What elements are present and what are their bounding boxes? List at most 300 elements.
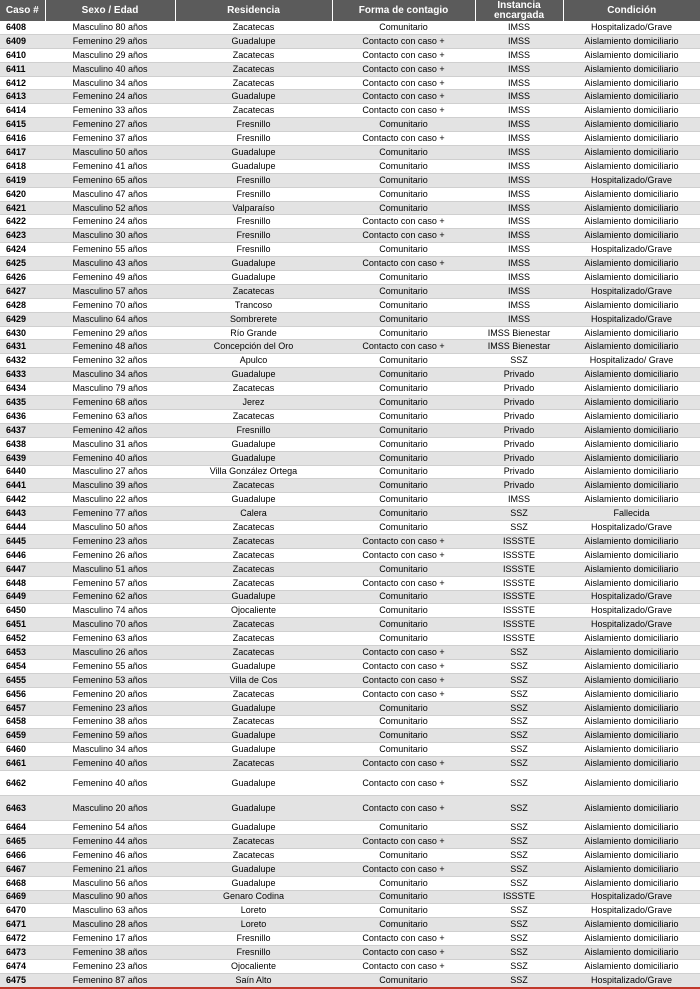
contagion-cell: Comunitario bbox=[332, 715, 475, 729]
institution-cell: IMSS Bienestar bbox=[475, 340, 563, 354]
case-cell: 6421 bbox=[0, 201, 45, 215]
case-cell: 6408 bbox=[0, 21, 45, 34]
header-institution: Instancia encargada bbox=[475, 0, 563, 21]
condition-cell: Hospitalizado/Grave bbox=[563, 173, 700, 187]
table-row bbox=[0, 659, 700, 673]
condition-cell: Aislamiento domiciliario bbox=[563, 687, 700, 701]
sex-age-cell: Femenino 49 años bbox=[45, 271, 175, 285]
contagion-cell: Comunitario bbox=[332, 465, 475, 479]
condition-cell: Hospitalizado/ Grave bbox=[563, 354, 700, 368]
condition-cell: Aislamiento domiciliario bbox=[563, 76, 700, 90]
table-row bbox=[0, 326, 700, 340]
contagion-cell: Contacto con caso + bbox=[332, 771, 475, 796]
contagion-cell: Comunitario bbox=[332, 918, 475, 932]
case-cell: 6474 bbox=[0, 960, 45, 974]
institution-cell: IMSS bbox=[475, 62, 563, 76]
institution-cell: Privado bbox=[475, 465, 563, 479]
table-row bbox=[0, 890, 700, 904]
case-cell: 6411 bbox=[0, 62, 45, 76]
table-row bbox=[0, 918, 700, 932]
contagion-cell: Contacto con caso + bbox=[332, 534, 475, 548]
condition-cell: Aislamiento domiciliario bbox=[563, 215, 700, 229]
table-row bbox=[0, 173, 700, 187]
condition-cell: Hospitalizado/Grave bbox=[563, 973, 700, 987]
sex-age-cell: Masculino 34 años bbox=[45, 368, 175, 382]
contagion-cell: Comunitario bbox=[332, 562, 475, 576]
case-cell: 6414 bbox=[0, 104, 45, 118]
table-row bbox=[0, 423, 700, 437]
institution-cell: ISSSTE bbox=[475, 590, 563, 604]
institution-cell: Privado bbox=[475, 409, 563, 423]
institution-cell: Privado bbox=[475, 479, 563, 493]
sex-age-cell: Femenino 87 años bbox=[45, 973, 175, 987]
institution-cell: IMSS bbox=[475, 104, 563, 118]
sex-age-cell: Masculino 34 años bbox=[45, 743, 175, 757]
table-row bbox=[0, 215, 700, 229]
table-row bbox=[0, 771, 700, 796]
residence-cell: Guadalupe bbox=[175, 771, 332, 796]
contagion-cell: Comunitario bbox=[332, 821, 475, 835]
contagion-cell: Contacto con caso + bbox=[332, 796, 475, 821]
residence-cell: Guadalupe bbox=[175, 862, 332, 876]
residence-cell: Zacatecas bbox=[175, 618, 332, 632]
sex-age-cell: Femenino 46 años bbox=[45, 848, 175, 862]
contagion-cell: Comunitario bbox=[332, 368, 475, 382]
sex-age-cell: Femenino 48 años bbox=[45, 340, 175, 354]
institution-cell: IMSS bbox=[475, 187, 563, 201]
residence-cell: Loreto bbox=[175, 904, 332, 918]
case-cell: 6454 bbox=[0, 659, 45, 673]
table-row bbox=[0, 673, 700, 687]
residence-cell: Villa González Ortega bbox=[175, 465, 332, 479]
table-row bbox=[0, 409, 700, 423]
institution-cell: IMSS Bienestar bbox=[475, 326, 563, 340]
case-cell: 6431 bbox=[0, 340, 45, 354]
case-cell: 6410 bbox=[0, 48, 45, 62]
institution-cell: SSZ bbox=[475, 701, 563, 715]
table-row bbox=[0, 382, 700, 396]
institution-cell: IMSS bbox=[475, 493, 563, 507]
contagion-cell: Comunitario bbox=[332, 201, 475, 215]
condition-cell: Hospitalizado/Grave bbox=[563, 904, 700, 918]
table-row bbox=[0, 534, 700, 548]
sex-age-cell: Femenino 54 años bbox=[45, 821, 175, 835]
residence-cell: Zacatecas bbox=[175, 548, 332, 562]
residence-cell: Calera bbox=[175, 507, 332, 521]
institution-cell: SSZ bbox=[475, 743, 563, 757]
contagion-cell: Contacto con caso + bbox=[332, 757, 475, 771]
case-cell: 6428 bbox=[0, 298, 45, 312]
institution-cell: IMSS bbox=[475, 173, 563, 187]
contagion-cell: Comunitario bbox=[332, 159, 475, 173]
case-cell: 6442 bbox=[0, 493, 45, 507]
case-cell: 6409 bbox=[0, 34, 45, 48]
case-cell: 6463 bbox=[0, 796, 45, 821]
residence-cell: Zacatecas bbox=[175, 521, 332, 535]
condition-cell: Hospitalizado/Grave bbox=[563, 590, 700, 604]
institution-cell: ISSSTE bbox=[475, 548, 563, 562]
contagion-cell: Comunitario bbox=[332, 729, 475, 743]
institution-cell: IMSS bbox=[475, 215, 563, 229]
table-row bbox=[0, 437, 700, 451]
residence-cell: Fresnillo bbox=[175, 229, 332, 243]
table-row bbox=[0, 796, 700, 821]
condition-cell: Hospitalizado/Grave bbox=[563, 284, 700, 298]
table-row bbox=[0, 848, 700, 862]
contagion-cell: Comunitario bbox=[332, 479, 475, 493]
institution-cell: SSZ bbox=[475, 729, 563, 743]
contagion-cell: Comunitario bbox=[332, 354, 475, 368]
case-cell: 6468 bbox=[0, 876, 45, 890]
condition-cell: Aislamiento domiciliario bbox=[563, 796, 700, 821]
institution-cell: IMSS bbox=[475, 48, 563, 62]
table-row bbox=[0, 946, 700, 960]
condition-cell: Fallecida bbox=[563, 507, 700, 521]
institution-cell: ISSSTE bbox=[475, 562, 563, 576]
condition-cell: Aislamiento domiciliario bbox=[563, 646, 700, 660]
residence-cell: Zacatecas bbox=[175, 409, 332, 423]
residence-cell: Saín Alto bbox=[175, 973, 332, 987]
sex-age-cell: Masculino 52 años bbox=[45, 201, 175, 215]
contagion-cell: Contacto con caso + bbox=[332, 548, 475, 562]
table-row bbox=[0, 132, 700, 146]
table-row bbox=[0, 618, 700, 632]
sex-age-cell: Femenino 55 años bbox=[45, 659, 175, 673]
case-cell: 6424 bbox=[0, 243, 45, 257]
contagion-cell: Comunitario bbox=[332, 423, 475, 437]
condition-cell: Hospitalizado/Grave bbox=[563, 604, 700, 618]
institution-cell: SSZ bbox=[475, 932, 563, 946]
table-row bbox=[0, 146, 700, 160]
condition-cell: Aislamiento domiciliario bbox=[563, 493, 700, 507]
sex-age-cell: Masculino 79 años bbox=[45, 382, 175, 396]
condition-cell: Aislamiento domiciliario bbox=[563, 451, 700, 465]
institution-cell: Privado bbox=[475, 382, 563, 396]
case-cell: 6452 bbox=[0, 632, 45, 646]
contagion-cell: Comunitario bbox=[332, 590, 475, 604]
sex-age-cell: Masculino 39 años bbox=[45, 479, 175, 493]
condition-cell: Aislamiento domiciliario bbox=[563, 932, 700, 946]
case-cell: 6427 bbox=[0, 284, 45, 298]
condition-cell: Aislamiento domiciliario bbox=[563, 743, 700, 757]
sex-age-cell: Masculino 40 años bbox=[45, 62, 175, 76]
header-case: Caso # bbox=[0, 0, 45, 21]
sex-age-cell: Femenino 62 años bbox=[45, 590, 175, 604]
residence-cell: Guadalupe bbox=[175, 146, 332, 160]
contagion-cell: Contacto con caso + bbox=[332, 646, 475, 660]
residence-cell: Fresnillo bbox=[175, 132, 332, 146]
sex-age-cell: Masculino 28 años bbox=[45, 918, 175, 932]
condition-cell: Aislamiento domiciliario bbox=[563, 562, 700, 576]
case-cell: 6469 bbox=[0, 890, 45, 904]
residence-cell: Guadalupe bbox=[175, 34, 332, 48]
table-row bbox=[0, 90, 700, 104]
institution-cell: SSZ bbox=[475, 862, 563, 876]
condition-cell: Aislamiento domiciliario bbox=[563, 423, 700, 437]
contagion-cell: Comunitario bbox=[332, 284, 475, 298]
table-row bbox=[0, 576, 700, 590]
contagion-cell: Comunitario bbox=[332, 312, 475, 326]
header-row bbox=[0, 0, 700, 21]
sex-age-cell: Masculino 64 años bbox=[45, 312, 175, 326]
contagion-cell: Contacto con caso + bbox=[332, 90, 475, 104]
contagion-cell: Comunitario bbox=[332, 243, 475, 257]
sex-age-cell: Masculino 29 años bbox=[45, 48, 175, 62]
sex-age-cell: Masculino 90 años bbox=[45, 890, 175, 904]
contagion-cell: Comunitario bbox=[332, 451, 475, 465]
condition-cell: Hospitalizado/Grave bbox=[563, 521, 700, 535]
condition-cell: Aislamiento domiciliario bbox=[563, 576, 700, 590]
condition-cell: Aislamiento domiciliario bbox=[563, 132, 700, 146]
table-row bbox=[0, 548, 700, 562]
residence-cell: Ojocaliente bbox=[175, 960, 332, 974]
sex-age-cell: Masculino 50 años bbox=[45, 521, 175, 535]
sex-age-cell: Femenino 63 años bbox=[45, 409, 175, 423]
institution-cell: IMSS bbox=[475, 298, 563, 312]
condition-cell: Aislamiento domiciliario bbox=[563, 396, 700, 410]
sex-age-cell: Masculino 47 años bbox=[45, 187, 175, 201]
contagion-cell: Contacto con caso + bbox=[332, 932, 475, 946]
contagion-cell: Contacto con caso + bbox=[332, 34, 475, 48]
institution-cell: SSZ bbox=[475, 796, 563, 821]
contagion-cell: Contacto con caso + bbox=[332, 48, 475, 62]
institution-cell: SSZ bbox=[475, 507, 563, 521]
residence-cell: Guadalupe bbox=[175, 659, 332, 673]
sex-age-cell: Masculino 22 años bbox=[45, 493, 175, 507]
institution-cell: IMSS bbox=[475, 34, 563, 48]
residence-cell: Apulco bbox=[175, 354, 332, 368]
contagion-cell: Comunitario bbox=[332, 521, 475, 535]
residence-cell: Guadalupe bbox=[175, 271, 332, 285]
sex-age-cell: Femenino 41 años bbox=[45, 159, 175, 173]
residence-cell: Guadalupe bbox=[175, 876, 332, 890]
institution-cell: IMSS bbox=[475, 312, 563, 326]
table-row bbox=[0, 243, 700, 257]
institution-cell: IMSS bbox=[475, 146, 563, 160]
table-row bbox=[0, 687, 700, 701]
institution-cell: IMSS bbox=[475, 159, 563, 173]
residence-cell: Fresnillo bbox=[175, 215, 332, 229]
residence-cell: Guadalupe bbox=[175, 437, 332, 451]
sex-age-cell: Femenino 44 años bbox=[45, 834, 175, 848]
table-row bbox=[0, 229, 700, 243]
condition-cell: Hospitalizado/Grave bbox=[563, 312, 700, 326]
table-row bbox=[0, 932, 700, 946]
table-header bbox=[0, 0, 700, 21]
condition-cell: Aislamiento domiciliario bbox=[563, 118, 700, 132]
contagion-cell: Comunitario bbox=[332, 271, 475, 285]
condition-cell: Aislamiento domiciliario bbox=[563, 326, 700, 340]
case-cell: 6416 bbox=[0, 132, 45, 146]
case-cell: 6453 bbox=[0, 646, 45, 660]
sex-age-cell: Femenino 32 años bbox=[45, 354, 175, 368]
institution-cell: Privado bbox=[475, 368, 563, 382]
header-sex-age: Sexo / Edad bbox=[45, 0, 175, 21]
institution-cell: SSZ bbox=[475, 354, 563, 368]
residence-cell: Guadalupe bbox=[175, 729, 332, 743]
residence-cell: Trancoso bbox=[175, 298, 332, 312]
sex-age-cell: Femenino 33 años bbox=[45, 104, 175, 118]
case-cell: 6413 bbox=[0, 90, 45, 104]
residence-cell: Zacatecas bbox=[175, 757, 332, 771]
residence-cell: Zacatecas bbox=[175, 834, 332, 848]
condition-cell: Aislamiento domiciliario bbox=[563, 298, 700, 312]
case-cell: 6437 bbox=[0, 423, 45, 437]
case-cell: 6466 bbox=[0, 848, 45, 862]
institution-cell: Privado bbox=[475, 437, 563, 451]
case-cell: 6449 bbox=[0, 590, 45, 604]
condition-cell: Aislamiento domiciliario bbox=[563, 104, 700, 118]
sex-age-cell: Femenino 40 años bbox=[45, 451, 175, 465]
sex-age-cell: Femenino 77 años bbox=[45, 507, 175, 521]
institution-cell: SSZ bbox=[475, 946, 563, 960]
table-row bbox=[0, 62, 700, 76]
residence-cell: Jerez bbox=[175, 396, 332, 410]
condition-cell: Aislamiento domiciliario bbox=[563, 437, 700, 451]
institution-cell: ISSSTE bbox=[475, 576, 563, 590]
table-row bbox=[0, 743, 700, 757]
institution-cell: SSZ bbox=[475, 646, 563, 660]
condition-cell: Aislamiento domiciliario bbox=[563, 271, 700, 285]
sex-age-cell: Femenino 59 años bbox=[45, 729, 175, 743]
condition-cell: Aislamiento domiciliario bbox=[563, 960, 700, 974]
contagion-cell: Comunitario bbox=[332, 507, 475, 521]
table-row bbox=[0, 271, 700, 285]
residence-cell: Zacatecas bbox=[175, 284, 332, 298]
residence-cell: Zacatecas bbox=[175, 687, 332, 701]
contagion-cell: Contacto con caso + bbox=[332, 687, 475, 701]
residence-cell: Zacatecas bbox=[175, 562, 332, 576]
condition-cell: Aislamiento domiciliario bbox=[563, 729, 700, 743]
institution-cell: SSZ bbox=[475, 757, 563, 771]
condition-cell: Aislamiento domiciliario bbox=[563, 479, 700, 493]
sex-age-cell: Masculino 56 años bbox=[45, 876, 175, 890]
sex-age-cell: Masculino 70 años bbox=[45, 618, 175, 632]
case-cell: 6425 bbox=[0, 257, 45, 271]
case-cell: 6435 bbox=[0, 396, 45, 410]
residence-cell: Guadalupe bbox=[175, 257, 332, 271]
sex-age-cell: Masculino 50 años bbox=[45, 146, 175, 160]
sex-age-cell: Femenino 17 años bbox=[45, 932, 175, 946]
condition-cell: Aislamiento domiciliario bbox=[563, 701, 700, 715]
table-row bbox=[0, 521, 700, 535]
case-cell: 6459 bbox=[0, 729, 45, 743]
institution-cell: IMSS bbox=[475, 243, 563, 257]
table-row bbox=[0, 34, 700, 48]
residence-cell: Guadalupe bbox=[175, 368, 332, 382]
case-cell: 6465 bbox=[0, 834, 45, 848]
table-row bbox=[0, 876, 700, 890]
table-row bbox=[0, 646, 700, 660]
condition-cell: Aislamiento domiciliario bbox=[563, 229, 700, 243]
contagion-cell: Comunitario bbox=[332, 848, 475, 862]
residence-cell: Río Grande bbox=[175, 326, 332, 340]
residence-cell: Zacatecas bbox=[175, 382, 332, 396]
case-cell: 6419 bbox=[0, 173, 45, 187]
sex-age-cell: Femenino 57 años bbox=[45, 576, 175, 590]
table-row bbox=[0, 368, 700, 382]
sex-age-cell: Femenino 70 años bbox=[45, 298, 175, 312]
case-cell: 6456 bbox=[0, 687, 45, 701]
sex-age-cell: Femenino 26 años bbox=[45, 548, 175, 562]
header-condition: Condición bbox=[563, 0, 700, 21]
sex-age-cell: Masculino 34 años bbox=[45, 76, 175, 90]
condition-cell: Hospitalizado/Grave bbox=[563, 618, 700, 632]
condition-cell: Aislamiento domiciliario bbox=[563, 673, 700, 687]
residence-cell: Guadalupe bbox=[175, 796, 332, 821]
contagion-cell: Comunitario bbox=[332, 493, 475, 507]
sex-age-cell: Femenino 53 años bbox=[45, 673, 175, 687]
condition-cell: Hospitalizado/Grave bbox=[563, 243, 700, 257]
condition-cell: Aislamiento domiciliario bbox=[563, 848, 700, 862]
residence-cell: Zacatecas bbox=[175, 715, 332, 729]
case-cell: 6441 bbox=[0, 479, 45, 493]
sex-age-cell: Femenino 29 años bbox=[45, 34, 175, 48]
case-cell: 6458 bbox=[0, 715, 45, 729]
residence-cell: Guadalupe bbox=[175, 159, 332, 173]
sex-age-cell: Femenino 68 años bbox=[45, 396, 175, 410]
case-cell: 6450 bbox=[0, 604, 45, 618]
condition-cell: Aislamiento domiciliario bbox=[563, 548, 700, 562]
table-row bbox=[0, 862, 700, 876]
table-row bbox=[0, 312, 700, 326]
condition-cell: Aislamiento domiciliario bbox=[563, 48, 700, 62]
sex-age-cell: Femenino 42 años bbox=[45, 423, 175, 437]
sex-age-cell: Masculino 80 años bbox=[45, 21, 175, 34]
contagion-cell: Contacto con caso + bbox=[332, 132, 475, 146]
contagion-cell: Comunitario bbox=[332, 890, 475, 904]
contagion-cell: Comunitario bbox=[332, 743, 475, 757]
condition-cell: Aislamiento domiciliario bbox=[563, 368, 700, 382]
table-row bbox=[0, 76, 700, 90]
sex-age-cell: Femenino 37 años bbox=[45, 132, 175, 146]
residence-cell: Fresnillo bbox=[175, 423, 332, 437]
residence-cell: Guadalupe bbox=[175, 590, 332, 604]
case-cell: 6433 bbox=[0, 368, 45, 382]
condition-cell: Aislamiento domiciliario bbox=[563, 409, 700, 423]
condition-cell: Aislamiento domiciliario bbox=[563, 534, 700, 548]
table-body bbox=[0, 21, 700, 988]
residence-cell: Fresnillo bbox=[175, 118, 332, 132]
sex-age-cell: Femenino 65 años bbox=[45, 173, 175, 187]
table-row bbox=[0, 507, 700, 521]
contagion-cell: Comunitario bbox=[332, 298, 475, 312]
contagion-cell: Contacto con caso + bbox=[332, 960, 475, 974]
institution-cell: IMSS bbox=[475, 271, 563, 285]
case-cell: 6455 bbox=[0, 673, 45, 687]
sex-age-cell: Femenino 24 años bbox=[45, 215, 175, 229]
condition-cell: Aislamiento domiciliario bbox=[563, 876, 700, 890]
case-cell: 6447 bbox=[0, 562, 45, 576]
residence-cell: Ojocaliente bbox=[175, 604, 332, 618]
table-row bbox=[0, 451, 700, 465]
institution-cell: IMSS bbox=[475, 90, 563, 104]
contagion-cell: Comunitario bbox=[332, 632, 475, 646]
table-row bbox=[0, 715, 700, 729]
table-row bbox=[0, 973, 700, 987]
case-cell: 6420 bbox=[0, 187, 45, 201]
contagion-cell: Comunitario bbox=[332, 409, 475, 423]
case-cell: 6470 bbox=[0, 904, 45, 918]
condition-cell: Aislamiento domiciliario bbox=[563, 146, 700, 160]
condition-cell: Aislamiento domiciliario bbox=[563, 62, 700, 76]
case-cell: 6451 bbox=[0, 618, 45, 632]
contagion-cell: Contacto con caso + bbox=[332, 576, 475, 590]
condition-cell: Aislamiento domiciliario bbox=[563, 771, 700, 796]
table-row bbox=[0, 187, 700, 201]
residence-cell: Zacatecas bbox=[175, 62, 332, 76]
sex-age-cell: Femenino 23 años bbox=[45, 701, 175, 715]
